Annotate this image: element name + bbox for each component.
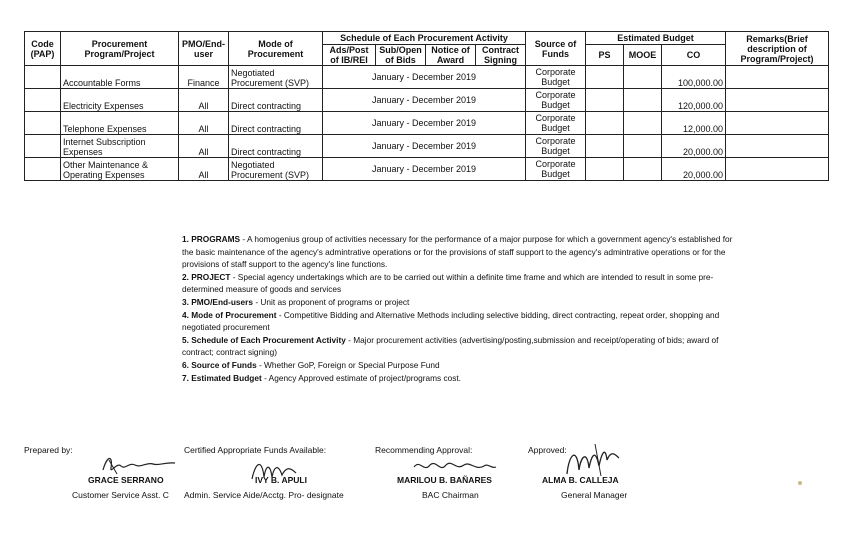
cell-schedule: January - December 2019 [323, 66, 526, 89]
cell-co: 100,000.00 [662, 66, 726, 89]
cell-ps [586, 112, 624, 135]
table-row [25, 89, 829, 112]
prepared-by-title: Customer Service Asst. C [72, 490, 169, 500]
cell-remarks [726, 112, 829, 135]
header-remarks: Remarks(Brief description of Program/Project) [726, 32, 829, 66]
cell-co: 20,000.00 [662, 158, 726, 181]
cell-mode: Direct contracting [229, 112, 323, 135]
cell-source: Corporate Budget [526, 89, 586, 112]
header-pmo: PMO/End-user [179, 32, 229, 66]
header-mode: Mode of Procurement [229, 32, 323, 66]
definition-text: - Special agency undertakings which are to be carried out within a definite time frame and which are intended to result in some pre-determined measure of goods and services [182, 271, 714, 295]
approved-name: ALMA B. CALLEJA [542, 475, 619, 485]
table-row [25, 112, 829, 135]
table-row [25, 135, 829, 158]
definitions-list [182, 233, 742, 384]
definition-text: - Competitive Bidding and Alternative Methods including selective bidding, direct contracting, repeat order, shopping and negotiated procurement [182, 309, 720, 333]
cell-ps [586, 135, 624, 158]
cell-co: 12,000.00 [662, 112, 726, 135]
cell-program: Electricity Expenses [61, 89, 179, 112]
cell-remarks [726, 158, 829, 181]
signature-scribble [555, 440, 635, 480]
cell-remarks [726, 135, 829, 158]
definition-text: - A homogenius group of activities necessary for the performance of a major purpose for which a government agency's established for the basic maintenance of the agency's admintrative operations or for the provisions of staff support to the agency's admintrative operations or for the provisions of staff support to the agency's line functions. [182, 234, 733, 270]
cell-mooe [624, 158, 662, 181]
cell-program: Accountable Forms [61, 66, 179, 89]
definition-text: - Unit as proponent of programs or project [253, 296, 410, 307]
table-row [25, 66, 829, 89]
cell-code [25, 135, 61, 158]
signature-scribble [410, 455, 500, 479]
cell-co: 120,000.00 [662, 89, 726, 112]
procurement-table [24, 31, 829, 181]
cell-source: Corporate Budget [526, 158, 586, 181]
header-sub-open: Sub/Open of Bids [376, 45, 426, 66]
cell-pmo: All [179, 89, 229, 112]
definition-item [182, 334, 742, 359]
cell-mode: Negotiated Procurement (SVP) [229, 158, 323, 181]
certified-title: Admin. Service Aide/Acctg. Pro- designate [184, 490, 344, 500]
cell-pmo: All [179, 112, 229, 135]
definition-text: - Agency Approved estimate of project/programs cost. [261, 372, 461, 383]
header-mooe: MOOE [624, 45, 662, 66]
cell-schedule: January - December 2019 [323, 135, 526, 158]
cell-code [25, 158, 61, 181]
cell-source: Corporate Budget [526, 112, 586, 135]
definition-term: 7. Estimated Budget [182, 372, 262, 383]
cell-ps [586, 66, 624, 89]
header-program: Procurement Program/Project [61, 32, 179, 66]
cell-pmo: Finance [179, 66, 229, 89]
definition-term: 3. PMO/End-users [182, 296, 254, 307]
cell-ps [586, 89, 624, 112]
definition-item [182, 296, 742, 309]
header-contract: Contract Signing [476, 45, 526, 66]
cell-source: Corporate Budget [526, 66, 586, 89]
definition-item [182, 372, 742, 385]
cell-mode: Negotiated Procurement (SVP) [229, 66, 323, 89]
cell-program: Telephone Expenses [61, 112, 179, 135]
cell-program: Other Maintenance & Operating Expenses [61, 158, 179, 181]
header-code: Code (PAP) [25, 32, 61, 66]
prepared-by-name: GRACE SERRANO [88, 475, 164, 485]
prepared-by-label: Prepared by: [24, 445, 73, 455]
cell-code [25, 89, 61, 112]
definition-term: 6. Source of Funds [182, 359, 257, 370]
recommending-label: Recommending Approval: [375, 445, 473, 455]
definition-term: 4. Mode of Procurement [182, 309, 277, 320]
cell-co: 20,000.00 [662, 135, 726, 158]
definition-item [182, 271, 742, 296]
cell-code [25, 112, 61, 135]
cell-pmo: All [179, 135, 229, 158]
cell-program: Internet Subscription Expenses [61, 135, 179, 158]
definition-item [182, 233, 742, 271]
cell-remarks [726, 66, 829, 89]
header-budget: Estimated Budget [586, 32, 726, 45]
cell-code [25, 66, 61, 89]
definition-item [182, 309, 742, 334]
cell-mooe [624, 135, 662, 158]
cell-pmo: All [179, 158, 229, 181]
recommending-name: MARILOU B. BAÑARES [397, 475, 492, 485]
cell-mode: Direct contracting [229, 135, 323, 158]
definition-term: 2. PROJECT [182, 271, 231, 282]
cell-schedule: January - December 2019 [323, 112, 526, 135]
approved-title: General Manager [561, 490, 628, 500]
definition-term: 5. Schedule of Each Procurement Activity [182, 334, 346, 345]
definition-item [182, 359, 742, 372]
definition-text: - Whether GoP, Foreign or Special Purpose Fund [256, 359, 440, 370]
header-ps: PS [586, 45, 624, 66]
cell-schedule: January - December 2019 [323, 89, 526, 112]
table-row [25, 158, 829, 181]
cell-source: Corporate Budget [526, 135, 586, 158]
cell-mooe [624, 112, 662, 135]
cell-mooe [624, 89, 662, 112]
recommending-title: BAC Chairman [422, 490, 479, 500]
signature-scribble [246, 455, 306, 485]
definition-term: 1. PROGRAMS [182, 234, 241, 244]
speck-mark [798, 481, 802, 485]
certified-label: Certified Appropriate Funds Available: [184, 445, 327, 455]
cell-mooe [624, 66, 662, 89]
cell-ps [586, 158, 624, 181]
header-ads: Ads/Post of IB/REI [323, 45, 376, 66]
header-co: CO [662, 45, 726, 66]
header-notice: Notice of Award [426, 45, 476, 66]
header-source: Source of Funds [526, 32, 586, 66]
cell-remarks [726, 89, 829, 112]
cell-mode: Direct contracting [229, 89, 323, 112]
cell-schedule: January - December 2019 [323, 158, 526, 181]
header-schedule: Schedule of Each Procurement Activity [323, 32, 526, 45]
approved-label: Approved: [528, 445, 567, 455]
certified-name: IVY B. APULI [255, 475, 307, 485]
signature-scribble [95, 448, 185, 480]
definition-text: - Major procurement activities (advertising/posting,submission and receipt/operating of bids; award of contract; contract signing) [182, 334, 719, 358]
